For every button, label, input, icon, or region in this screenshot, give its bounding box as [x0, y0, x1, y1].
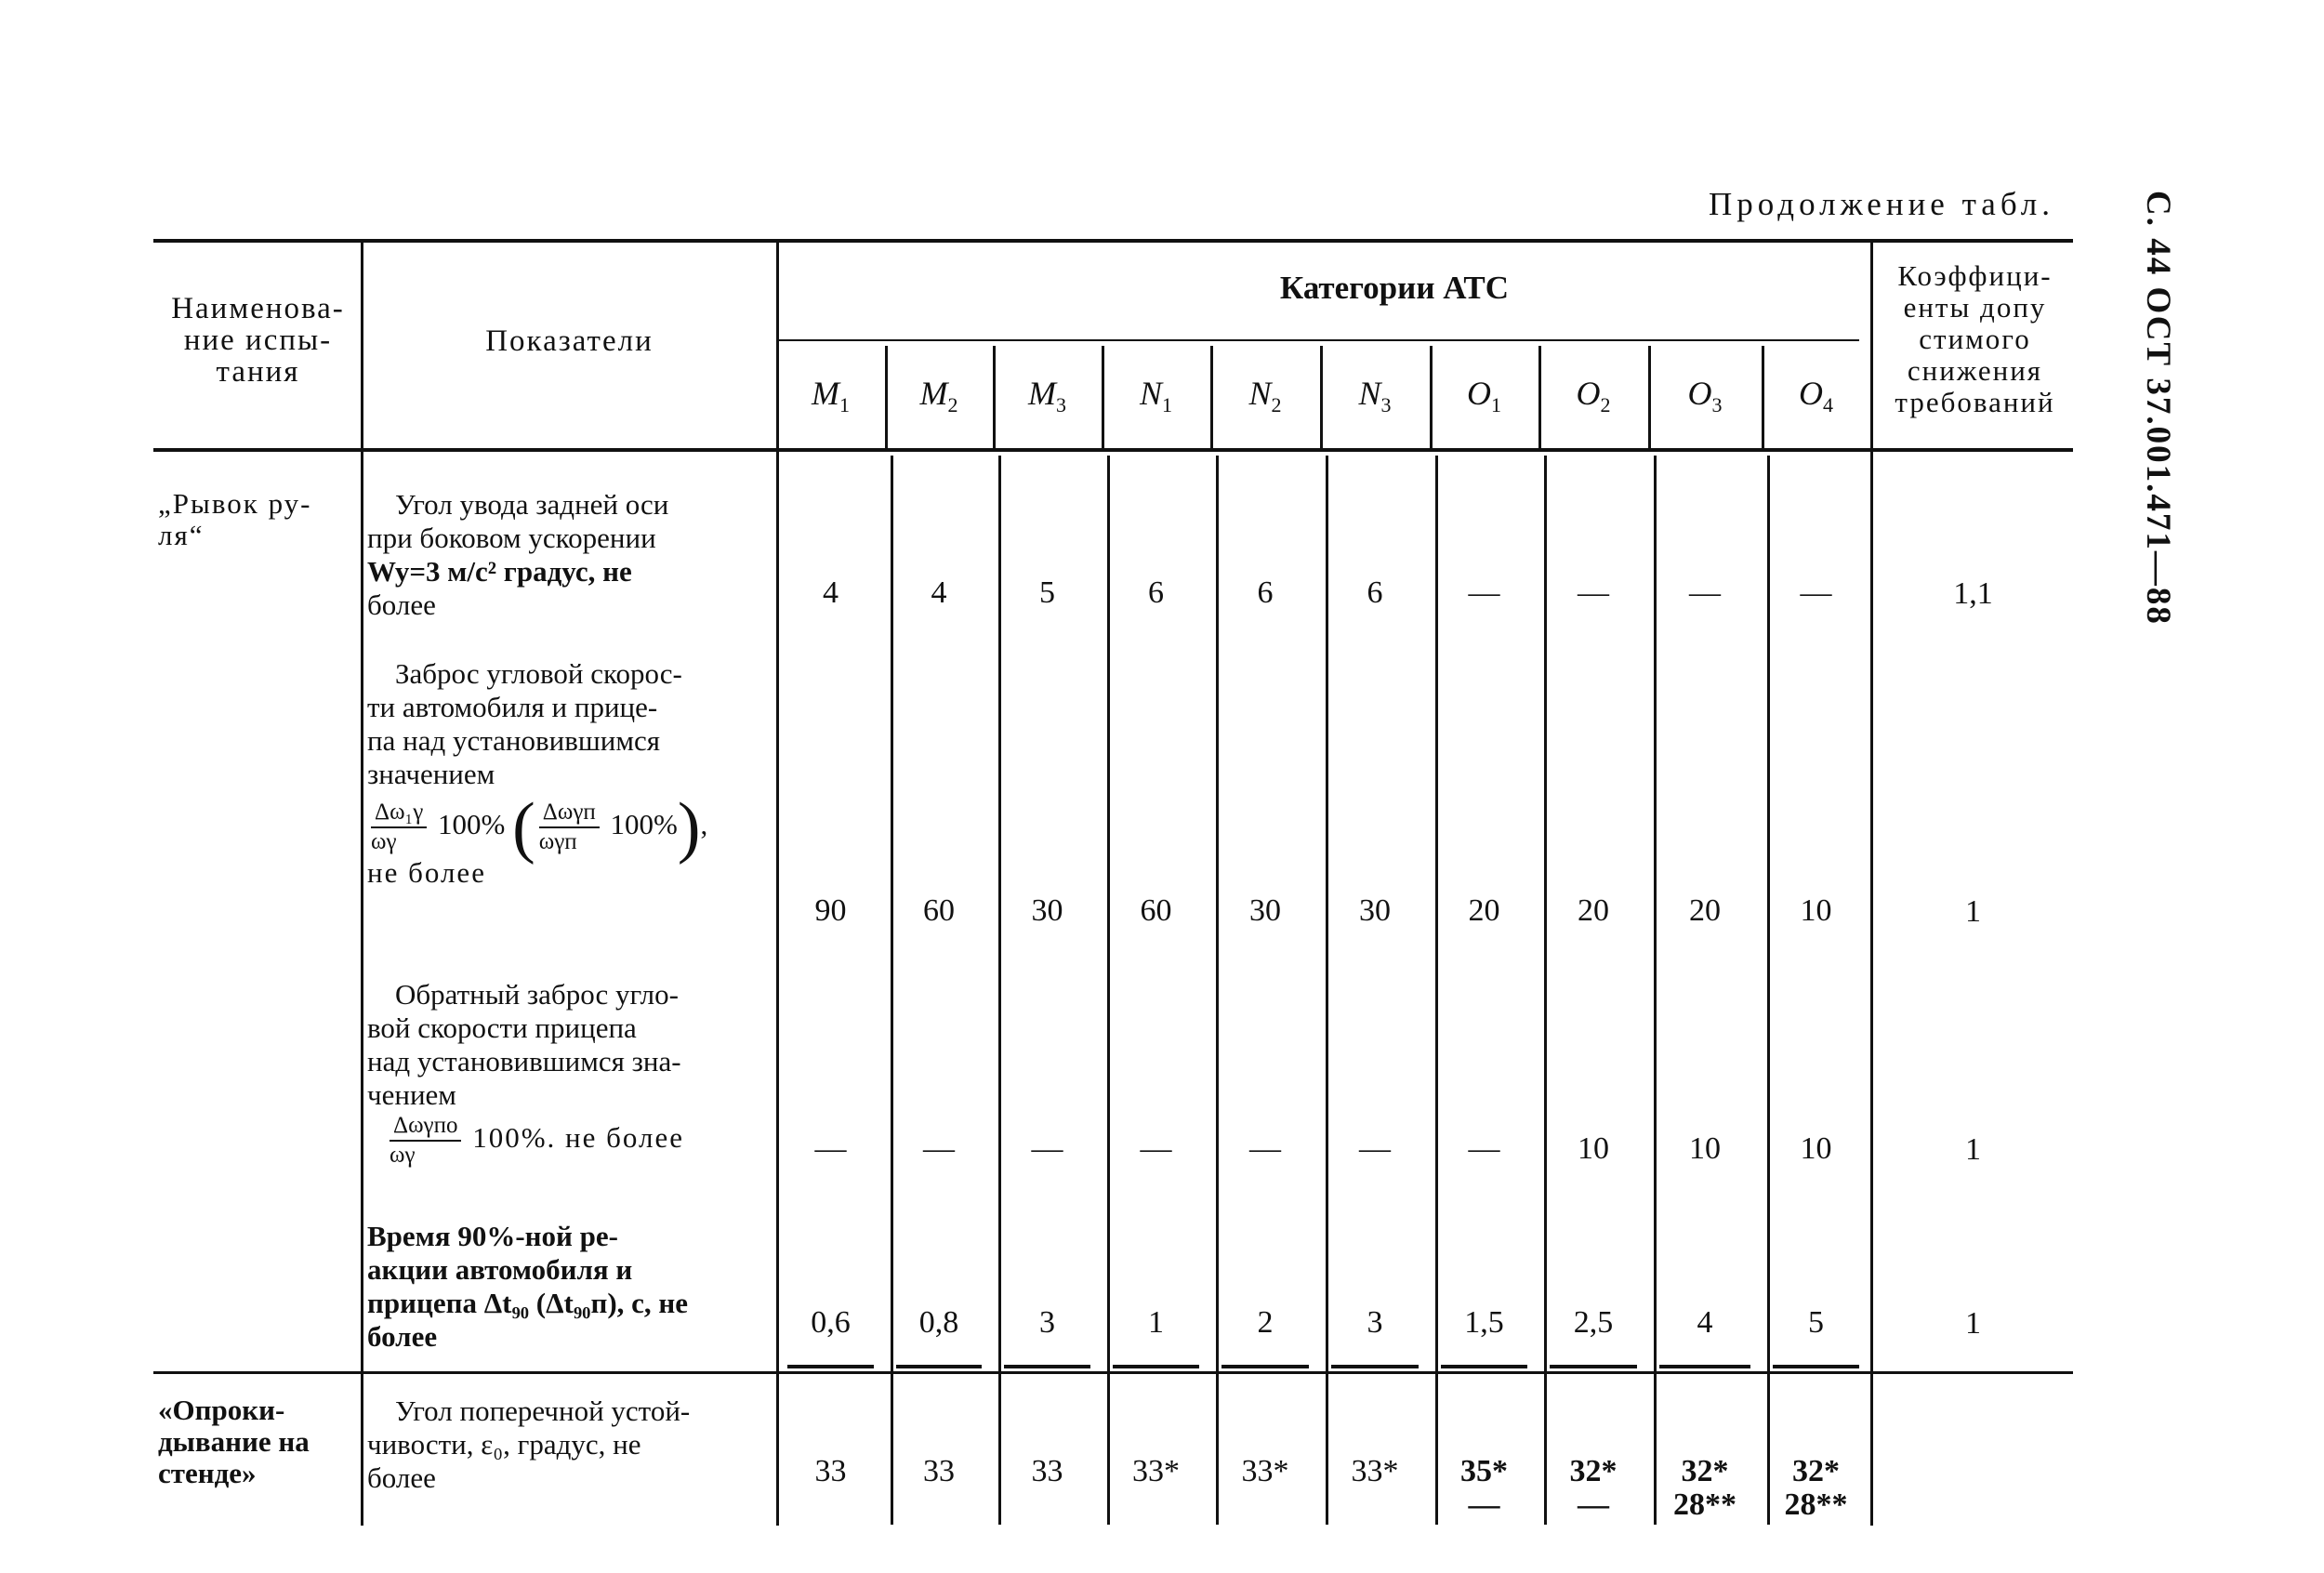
table-cell: 5: [1808, 1305, 1824, 1340]
table-cell: 10: [1800, 893, 1832, 928]
table-cell: 35* —: [1460, 1454, 1508, 1522]
value-underline: [1773, 1365, 1859, 1368]
table-cell: 6: [1367, 575, 1383, 610]
column-divider: [361, 243, 363, 1526]
category-header: $M_1$: [812, 375, 850, 417]
category-header: $N_3$: [1358, 375, 1392, 417]
table-cell: 20: [1578, 893, 1609, 928]
table-cell: 4: [931, 575, 947, 610]
page-reference: С. 44 ОСТ 37.001.471—88: [2139, 191, 2177, 626]
reverse-overshoot-formula: $\frac{\text{Δωγпо}}{\omega\gamma}$ 100%. не более: [390, 1113, 684, 1168]
category-header: $O_3$: [1687, 375, 1723, 417]
header-indicators: Показатели: [485, 324, 654, 358]
table-cell: 4: [1697, 1305, 1713, 1340]
category-column-divider: [1107, 456, 1110, 1525]
category-header: $N_2$: [1248, 375, 1282, 417]
category-column-divider: [1654, 456, 1657, 1525]
row-label-reaction-time: Время 90%-ной ре- акции автомобиля и прицепа Δt₉₀ (Δt₉₀п), с, не более: [367, 1220, 689, 1353]
category-column-divider: [1767, 456, 1770, 1525]
table-cell: —: [1578, 575, 1609, 610]
table-cell: 33: [923, 1454, 955, 1488]
table-cell: —: [1468, 575, 1500, 610]
table-cell: 0,6: [811, 1305, 851, 1340]
table-continuation-caption: Продолжение табл.: [1709, 186, 2054, 222]
table-cell: 3: [1367, 1305, 1383, 1340]
table-cell: 3: [1039, 1305, 1055, 1340]
table-cell: 20: [1689, 893, 1721, 928]
coefficient-cell: 1,1: [1953, 576, 1993, 611]
value-underline: [1004, 1365, 1090, 1368]
row-label-reverse-overshoot: Обратный заброс угло- вой скорости прицепа над установившимся зна- чением $\frac{\text{Δωγпо}}{\omega\gamma}$ 100%. не более: [367, 978, 772, 1170]
table-cell: 2,5: [1573, 1305, 1614, 1340]
value-underline: [787, 1365, 874, 1368]
value-underline: [1113, 1365, 1199, 1368]
category-column-divider: [1544, 456, 1547, 1525]
table-cell: 30: [1249, 893, 1281, 928]
category-column-divider: [1435, 456, 1438, 1525]
category-header: $M_2$: [919, 375, 958, 417]
table-cell: 30: [1031, 893, 1063, 928]
table-cell: 33: [814, 1454, 847, 1488]
value-underline: [1659, 1365, 1750, 1368]
value-underline: [1550, 1365, 1637, 1368]
table-cell: 10: [1800, 1131, 1832, 1166]
table-cell: 33*: [1241, 1454, 1289, 1488]
table-cell: 32* 28**: [1784, 1454, 1848, 1522]
table-cell: 4: [823, 575, 838, 610]
category-column-divider: [1216, 456, 1219, 1525]
table-cell: 5: [1039, 575, 1055, 610]
value-underline: [1221, 1365, 1309, 1368]
table-cell: 60: [923, 893, 955, 928]
table-cell: 33: [1031, 1454, 1063, 1488]
coefficient-cell: 1: [1965, 1132, 1981, 1167]
row-label-rear-axle-slip-angle: Угол увода задней оси при боковом ускорении Wy=3 м/с² градус, не более: [367, 488, 669, 621]
table-cell: —: [1800, 575, 1832, 610]
category-header: $M_3$: [1028, 375, 1066, 417]
coefficient-cell: 1: [1965, 1306, 1981, 1341]
table-cell: 1,5: [1464, 1305, 1504, 1340]
value-underline: [896, 1365, 982, 1368]
row-label-lateral-stability-angle: Угол поперечной устой- чивости, ε₀, градус, не более: [367, 1395, 691, 1494]
table-cell: 32* 28**: [1673, 1454, 1736, 1522]
table-cell: 90: [814, 893, 847, 928]
table-cell: 33*: [1132, 1454, 1180, 1488]
category-column-divider: [998, 456, 1001, 1525]
test-name-overturn-stand: «Опроки- дывание на стенде»: [158, 1394, 310, 1489]
table-cell: —: [1468, 1131, 1500, 1166]
category-column-divider: [1326, 456, 1328, 1525]
table-cell: —: [1249, 1131, 1281, 1166]
table-cell: 10: [1578, 1131, 1609, 1166]
category-header: $N_1$: [1139, 375, 1172, 417]
header-categories-title: Категории АТС: [1279, 270, 1510, 306]
table-cell: —: [1140, 1131, 1172, 1166]
header-bottom-rule: [153, 448, 2073, 452]
table-cell: 6: [1257, 575, 1274, 610]
table-cell: 33*: [1351, 1454, 1399, 1488]
table-cell: 20: [1468, 893, 1500, 928]
table-cell: 6: [1148, 575, 1164, 610]
table-cell: 30: [1359, 893, 1391, 928]
table-cell: —: [1359, 1131, 1391, 1166]
table-cell: 32* —: [1569, 1454, 1618, 1522]
table-top-rule: [153, 239, 2073, 243]
category-header: $O_2$: [1576, 375, 1611, 417]
table-cell: 10: [1689, 1131, 1721, 1166]
category-column-divider: [891, 456, 893, 1525]
header-coefficients: Коэффици- енты допу стимого снижения требований: [1895, 259, 2055, 418]
table-cell: 2: [1257, 1305, 1274, 1340]
test-name-steering-jerk: „Рывок ру- ля“: [158, 487, 312, 551]
value-underline: [1441, 1365, 1527, 1368]
table-cell: 0,8: [918, 1305, 959, 1340]
category-header: $O_1$: [1467, 375, 1501, 417]
table-cell: 1: [1148, 1305, 1164, 1340]
table-cell: —: [814, 1131, 847, 1166]
yaw-overshoot-formula: $\frac{\text{Δω₁γ}}{\omega\gamma}$ 100% ( $\frac{\text{Δωγп}}{\text{ωγп}}$ 100%),: [371, 789, 708, 866]
table-cell: 60: [1140, 893, 1172, 928]
value-underline: [1331, 1365, 1419, 1368]
table-cell: —: [923, 1131, 955, 1166]
section-divider-rule: [153, 1371, 2073, 1374]
coefficient-cell: 1: [1965, 894, 1981, 929]
row-label-yaw-rate-overshoot: Заброс угловой скорос- ти автомобиля и прице- па над установившимся значением $\frac{\text{Δω₁γ}}{\omega\gamma}$ 100% ( $\frac{\text{Δωγп}}{\text{ωγп}}$ 100%), не более: [367, 657, 772, 890]
header-test-name: Наименова- ние испы- тания: [171, 292, 345, 389]
category-header: $O_4$: [1799, 375, 1833, 417]
table-cell: —: [1689, 575, 1721, 610]
categories-title-rule: [776, 339, 1859, 341]
table-cell: —: [1031, 1131, 1063, 1166]
